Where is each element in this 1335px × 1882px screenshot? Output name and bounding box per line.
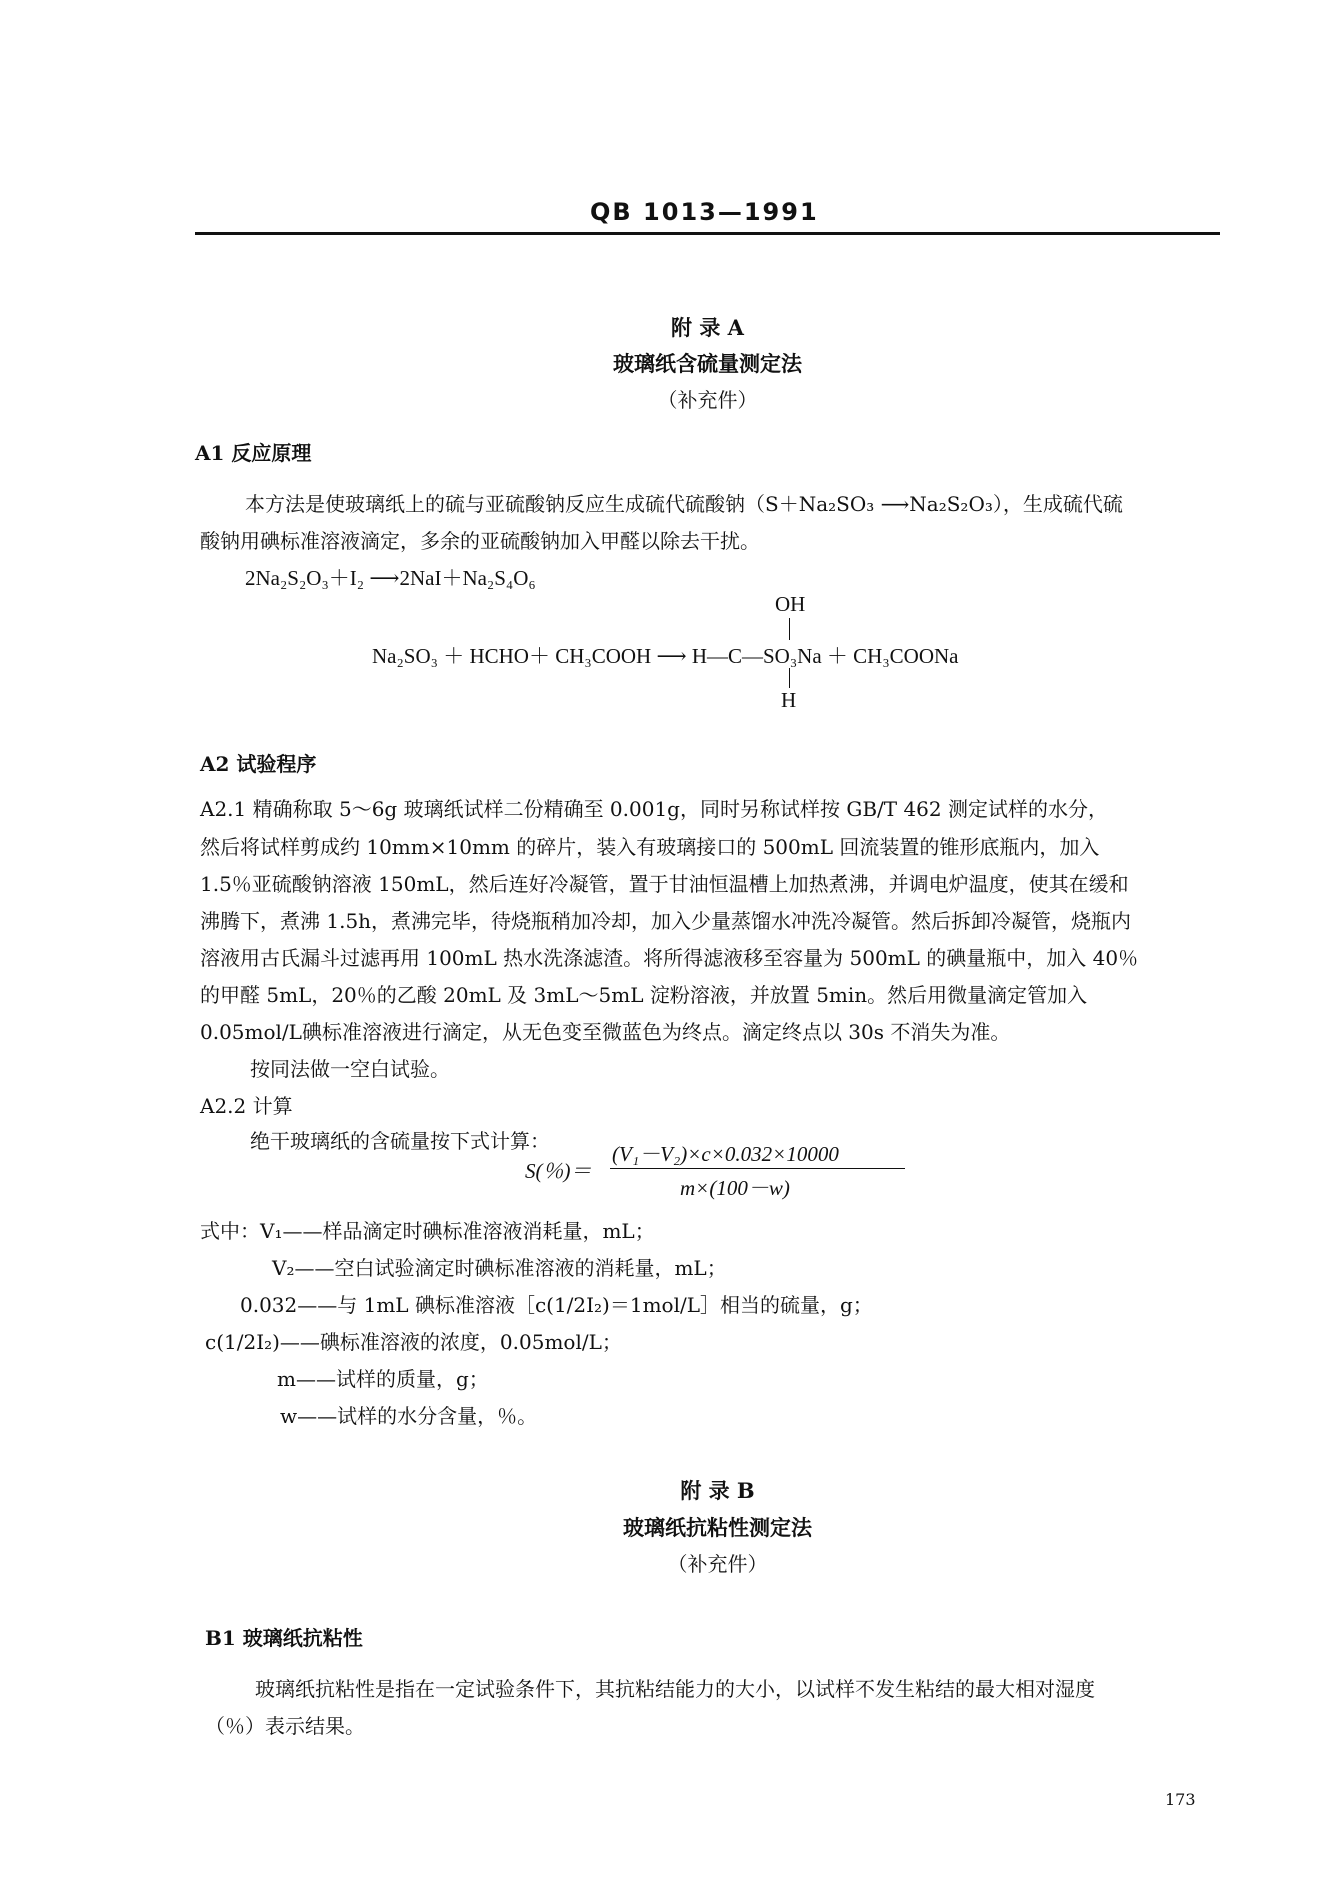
fraction-bar	[610, 1168, 905, 1169]
bond-lower	[789, 668, 790, 688]
where-item: V₂——空白试验滴定时碘标准溶液的消耗量，mL；	[272, 1256, 727, 1280]
where-item: c(1/2I₂)——碘标准溶液的浓度，0.05mol/L；	[205, 1330, 622, 1354]
equation-1: 2Na₂S₂O₃＋I₂ ⟶2NaI＋Na₂S₄O₆	[245, 566, 536, 590]
a21-line: 的甲醛 5mL，20％的乙酸 20mL 及 3mL～5mL 淀粉溶液，并放置 5min。然后用微量滴定管加入	[200, 983, 1088, 1007]
formula-numerator: (V₁－V₂)×c×0.032×10000	[612, 1142, 839, 1166]
a21-line: A2.1 精确称取 5～6g 玻璃纸试样二份精确至 0.001g，同时另称试样按 GB/T 462 测定试样的水分，	[200, 797, 1108, 821]
a1-paragraph-line1: 本方法是使玻璃纸上的硫与亚硫酸钠反应生成硫代硫酸钠（S＋Na₂SO₃ ⟶Na₂S₂O₃），生成硫代硫	[245, 492, 1123, 516]
b1-paragraph-line1: 玻璃纸抗粘性是指在一定试验条件下，其抗粘结能力的大小，以试样不发生粘结的最大相对湿度	[255, 1677, 1095, 1701]
where-item: m——试样的质量，g；	[277, 1367, 489, 1391]
document-code: QB 1013—1991	[590, 198, 819, 226]
page-number: 173	[1165, 1790, 1196, 1809]
where-item: w——试样的水分含量，％。	[280, 1404, 538, 1428]
a21-line: 0.05mol/L碘标准溶液进行滴定，从无色变至微蓝色为终点。滴定终点以 30s 不消失为准。	[200, 1020, 1011, 1044]
where-item: 式中：V₁——样品滴定时碘标准溶液消耗量，mL；	[200, 1219, 655, 1243]
formula-lhs: S(％)＝	[525, 1159, 592, 1183]
where-item: 0.032——与 1mL 碘标准溶液［c(1/2I₂)＝1mol/L］相当的硫量，g；	[240, 1293, 873, 1317]
a1-paragraph-line2: 酸钠用碘标准溶液滴定，多余的亚硫酸钠加入甲醛以除去干扰。	[200, 529, 760, 553]
appendix-a-title: 玻璃纸含硫量测定法	[613, 351, 802, 376]
appendix-a-label: 附 录 A	[671, 315, 744, 340]
header-rule	[195, 232, 1220, 235]
section-b1-heading: B1 玻璃纸抗粘性	[205, 1626, 363, 1650]
equation-2-h: H	[781, 688, 797, 712]
appendix-a-subtitle: （补充件）	[657, 388, 758, 412]
a22-intro: 绝干玻璃纸的含硫量按下式计算：	[250, 1129, 550, 1153]
a21-line: 溶液用古氏漏斗过滤再用 100mL 热水洗涤滤渣。将所得滤液移至容量为 500mL 的碘量瓶中，加入 40％	[200, 946, 1139, 970]
appendix-b-title: 玻璃纸抗粘性测定法	[623, 1515, 812, 1540]
a21-line: 然后将试样剪成约 10mm×10mm 的碎片，装入有玻璃接口的 500mL 回流装置的锥形底瓶内，加入	[200, 835, 1100, 859]
section-a2-heading: A2 试验程序	[200, 752, 317, 776]
b1-paragraph-line2: （％）表示结果。	[205, 1714, 365, 1738]
equation-2-oh: OH	[775, 592, 806, 616]
a21-line: 1.5％亚硫酸钠溶液 150mL，然后连好冷凝管，置于甘油恒温槽上加热煮沸，并调电炉温度，使其在缓和	[200, 872, 1129, 896]
a21-line: 沸腾下，煮沸 1.5h，煮沸完毕，待烧瓶稍加冷却，加入少量蒸馏水冲洗冷凝管。然后拆卸冷凝管，烧瓶内	[200, 909, 1132, 933]
equation-2: Na₂SO₃ ＋ HCHO＋ CH₃COOH ⟶ H—C—SO₃Na ＋ CH₃COONa	[372, 644, 959, 668]
blank-test-note: 按同法做一空白试验。	[250, 1057, 450, 1081]
formula-denominator: m×(100－w)	[680, 1176, 790, 1200]
appendix-b-label: 附 录 B	[680, 1478, 755, 1503]
section-a22-heading: A2.2 计算	[200, 1094, 293, 1118]
appendix-b-subtitle: （补充件）	[667, 1552, 768, 1576]
bond-upper	[789, 618, 790, 640]
section-a1-heading: A1 反应原理	[195, 441, 312, 465]
